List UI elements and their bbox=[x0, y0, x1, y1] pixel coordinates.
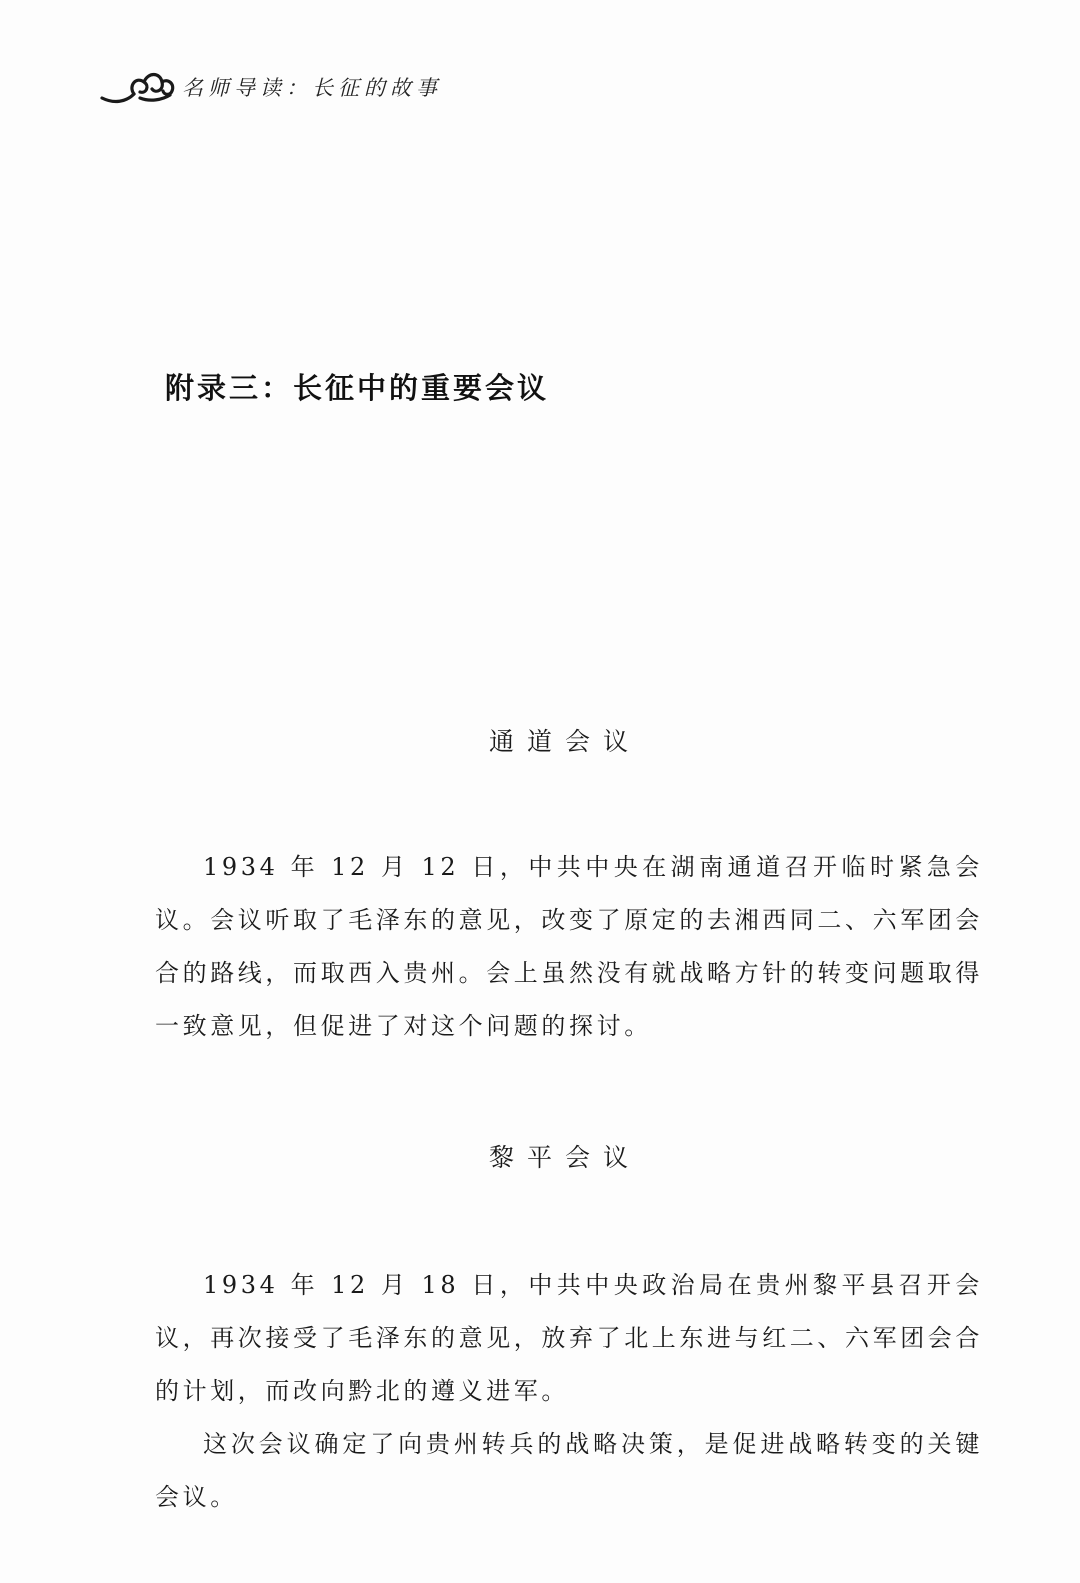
running-header bbox=[100, 62, 442, 112]
section-paragraph: 1934 年 12 月 18 日，中共中央政治局在贵州黎平县召开会议，再次接受了毛泽东的意见，放弃了北上东进与红二、六军团会合的计划，而改向黔北的遵义进军。 bbox=[155, 1271, 983, 1405]
section-heading-tongdao: 通道会议 bbox=[488, 727, 641, 756]
section-paragraph: 1934 年 12 月 12 日，中共中央在湖南通道召开临时紧急会议。会议听取了毛泽东的意见，改变了原定的去湘西同二、六军团会合的路线，而取西入贵州。会上虽然没有就战略方针的转变问题取得一致意见，但促进了对这个问题的探讨。 bbox=[155, 853, 983, 1040]
section-paragraph: 这次会议确定了向贵州转兵的战略决策，是促进战略转变的关键会议。 bbox=[155, 1430, 983, 1511]
appendix-title: 附录三：长征中的重要会议 bbox=[165, 371, 550, 405]
cloud-ornament-icon bbox=[100, 64, 176, 110]
section-heading-liping: 黎平会议 bbox=[488, 1143, 641, 1172]
running-title: 名师导读：长征的故事 bbox=[182, 76, 442, 100]
